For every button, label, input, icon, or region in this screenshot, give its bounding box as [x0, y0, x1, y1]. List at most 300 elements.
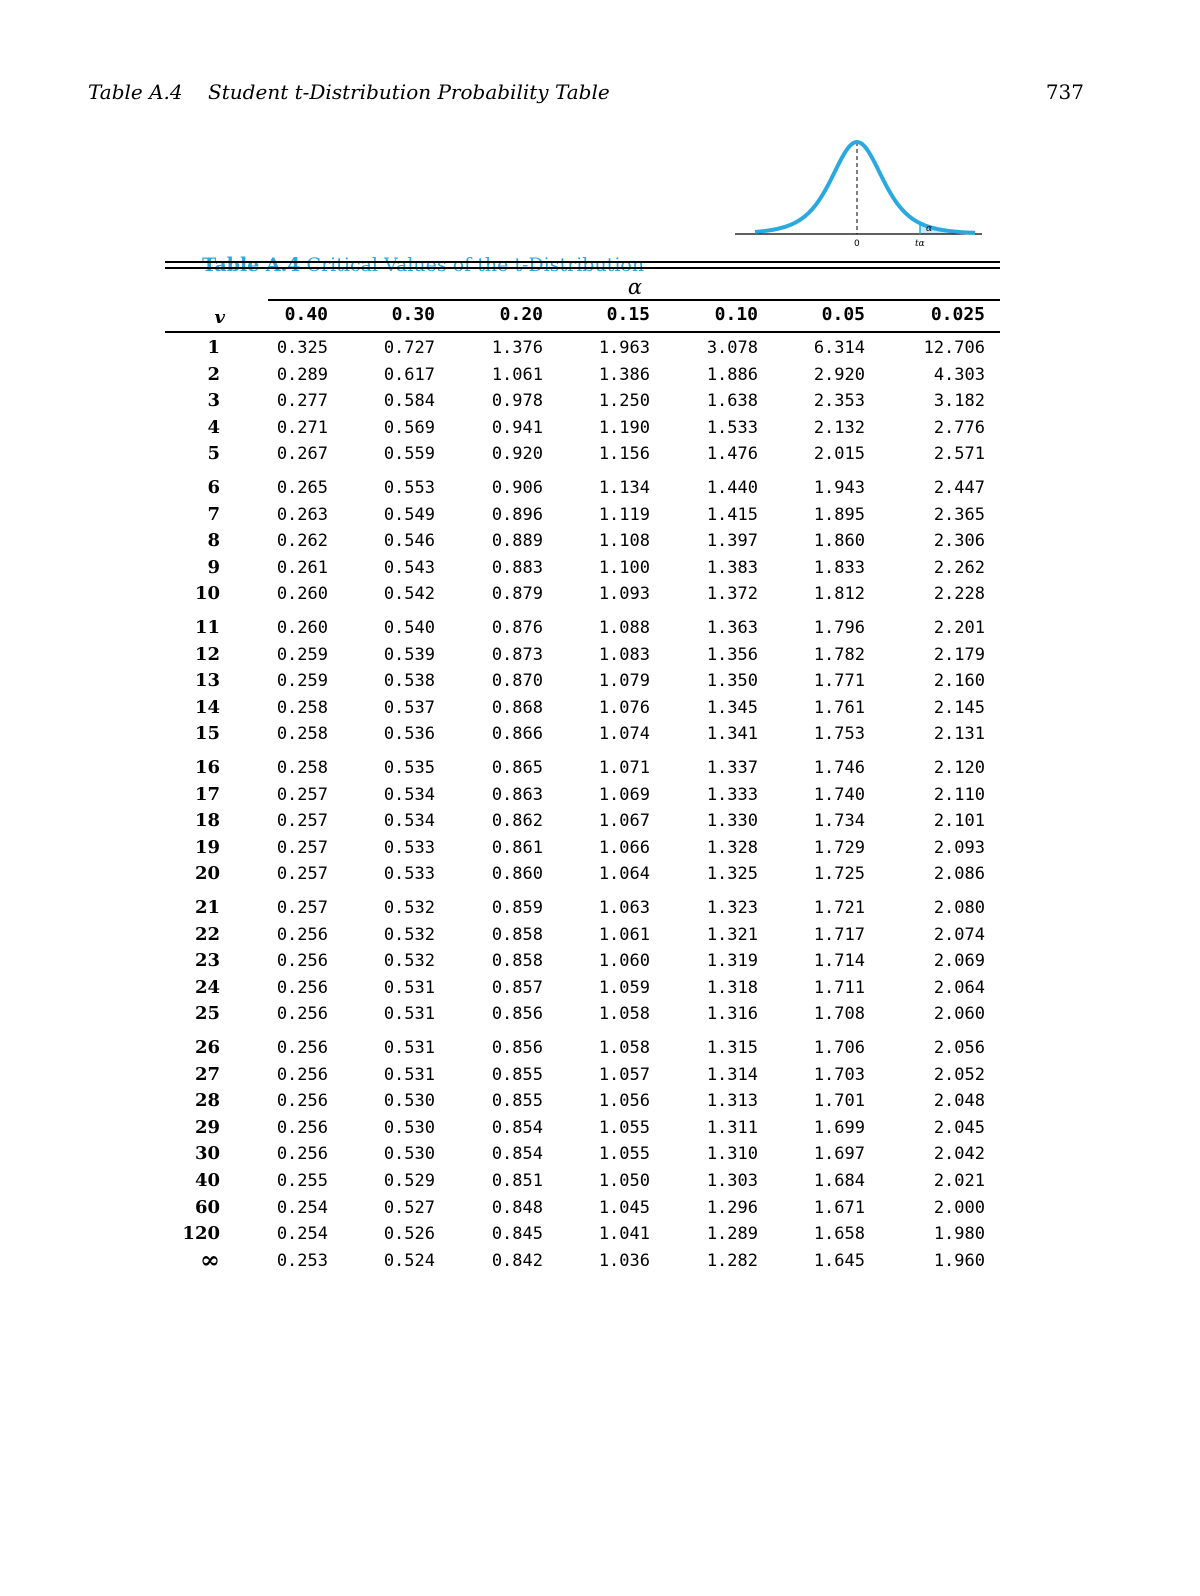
table-cell: 1.330	[706, 811, 758, 832]
table-cell: 0.531	[383, 1064, 435, 1085]
table-cell: 0.549	[383, 504, 435, 525]
table-cell: 1.658	[813, 1224, 865, 1245]
table-cell: 1.071	[598, 758, 650, 778]
table-cell: 1.060	[598, 951, 650, 972]
table-cell: 1.701	[813, 1091, 865, 1112]
table-cell: 1.363	[706, 618, 758, 638]
table-cell: 1.860	[813, 531, 865, 552]
table-cell: 1.063	[598, 898, 650, 918]
table-cell: 2.042	[933, 1144, 985, 1165]
table-cell: 6.314	[813, 338, 865, 358]
table-cell: 1.083	[598, 644, 650, 665]
table-cell: 2.306	[933, 531, 985, 552]
row-df-label: 16	[194, 757, 220, 778]
table-cell: 3.182	[933, 391, 985, 412]
table-cell: 1.289	[706, 1224, 758, 1245]
table-cell: 0.906	[491, 478, 543, 498]
row-df-label: 25	[194, 1003, 220, 1025]
table-row	[165, 337, 1000, 363]
table-cell: 0.920	[491, 444, 543, 465]
table-cell: 0.255	[276, 1171, 328, 1191]
table-row	[165, 1223, 1000, 1249]
table-cell: 1.740	[813, 784, 865, 805]
table-cell: 1.119	[598, 504, 650, 525]
table-cell: 0.259	[276, 671, 328, 692]
row-df-label: 120	[182, 1223, 220, 1245]
table-row	[165, 784, 1000, 810]
table-cell: 1.061	[598, 924, 650, 945]
table-cell: 2.056	[933, 1038, 985, 1058]
table-cell: 2.262	[933, 557, 985, 578]
table-cell: 12.706	[923, 338, 985, 358]
alpha-rule	[268, 299, 1000, 301]
table-cell: 0.532	[383, 924, 435, 945]
table-cell: 0.861	[491, 837, 543, 858]
table-cell: 1.753	[813, 724, 865, 745]
table-cell: 0.532	[383, 951, 435, 972]
table-cell: 0.860	[491, 864, 543, 885]
running-head-title: Table A.4 Student t-Distribution Probability Table	[88, 80, 610, 104]
table-cell: 2.131	[933, 724, 985, 745]
table-cell: 0.866	[491, 724, 543, 745]
table-cell: 2.101	[933, 811, 985, 832]
table-row	[165, 477, 1000, 503]
table-cell: 2.353	[813, 391, 865, 412]
table-cell: 2.045	[933, 1117, 985, 1138]
table-cell: 1.079	[598, 671, 650, 692]
table-cell: 1.960	[933, 1250, 985, 1271]
table-cell: 0.855	[491, 1064, 543, 1085]
table-cell: 1.706	[813, 1038, 865, 1058]
table-cell: 2.447	[933, 478, 985, 498]
table-cell: 1.476	[706, 444, 758, 465]
table-cell: 1.533	[706, 417, 758, 438]
row-df-label: 60	[194, 1196, 220, 1218]
table-cell: 1.059	[598, 977, 650, 998]
top-rule-2	[165, 267, 1000, 269]
table-cell: 1.350	[706, 671, 758, 692]
table-cell: 0.531	[383, 1004, 435, 1025]
table-cell: 0.260	[276, 584, 328, 605]
table-row	[165, 837, 1000, 863]
table-row	[165, 1003, 1000, 1029]
table-cell: 0.258	[276, 697, 328, 718]
table-cell: 0.868	[491, 697, 543, 718]
table-cell: 1.638	[706, 391, 758, 412]
header-rule	[165, 331, 1000, 333]
table-cell: 0.553	[383, 478, 435, 498]
column-header: 0.15	[606, 304, 650, 325]
table-cell: 0.325	[276, 338, 328, 358]
table-cell: 2.120	[933, 758, 985, 778]
table-cell: 1.980	[933, 1224, 985, 1245]
table-cell: 1.067	[598, 811, 650, 832]
table-row	[165, 443, 1000, 469]
caption-label: Table A.4	[202, 254, 301, 276]
table-cell: 1.315	[706, 1038, 758, 1058]
row-df-label: 7	[207, 503, 220, 525]
table-cell: 0.941	[491, 417, 543, 438]
table-cell: 1.061	[491, 364, 543, 385]
table-cell: 0.851	[491, 1171, 543, 1191]
table-cell: 1.134	[598, 478, 650, 498]
table-cell: 0.254	[276, 1197, 328, 1218]
table-row	[165, 950, 1000, 976]
table-cell: 1.250	[598, 391, 650, 412]
table-cell: 0.537	[383, 697, 435, 718]
table-cell: 1.056	[598, 1091, 650, 1112]
table-cell: 1.383	[706, 557, 758, 578]
table-cell: 0.256	[276, 1064, 328, 1085]
table-cell: 2.052	[933, 1064, 985, 1085]
table-cell: 0.531	[383, 977, 435, 998]
table-cell: 1.717	[813, 924, 865, 945]
row-df-label: 15	[194, 723, 220, 745]
table-cell: 1.325	[706, 864, 758, 885]
table-cell: 0.865	[491, 758, 543, 778]
table-cell: 1.093	[598, 584, 650, 605]
table-cell: 0.862	[491, 811, 543, 832]
table-cell: 0.271	[276, 417, 328, 438]
alpha-header: α	[627, 275, 643, 299]
table-cell: 1.088	[598, 618, 650, 638]
row-df-label: 18	[194, 810, 220, 832]
table-cell: 1.356	[706, 644, 758, 665]
table-cell: 0.530	[383, 1144, 435, 1165]
table-cell: 0.260	[276, 618, 328, 638]
table-cell: 1.311	[706, 1117, 758, 1138]
column-header: 0.20	[499, 304, 543, 325]
table-cell: 1.415	[706, 504, 758, 525]
table-cell: 1.341	[706, 724, 758, 745]
table-cell: 0.856	[491, 1038, 543, 1058]
table-cell: 1.963	[598, 338, 650, 358]
table-row	[165, 697, 1000, 723]
row-df-label: 14	[194, 696, 220, 718]
row-df-label: 21	[194, 897, 220, 918]
table-cell: 1.045	[598, 1197, 650, 1218]
table-cell: 1.761	[813, 697, 865, 718]
table-cell: 0.532	[383, 898, 435, 918]
density-curve	[755, 142, 975, 233]
table-cell: 2.179	[933, 644, 985, 665]
row-df-label: 26	[194, 1037, 220, 1058]
table-cell: 2.060	[933, 1004, 985, 1025]
table-cell: 2.086	[933, 864, 985, 885]
table-cell: 2.021	[933, 1171, 985, 1191]
t-distribution-curve-figure	[730, 130, 985, 255]
table-cell: 1.721	[813, 898, 865, 918]
table-cell: 0.854	[491, 1144, 543, 1165]
table-cell: 2.571	[933, 444, 985, 465]
table-cell: 0.546	[383, 531, 435, 552]
row-df-label: ∞	[200, 1244, 220, 1274]
caption-text: Critical Values of the t-Distribution	[300, 254, 645, 276]
table-cell: 1.058	[598, 1038, 650, 1058]
table-cell: 1.303	[706, 1171, 758, 1191]
column-header: 0.10	[714, 304, 758, 325]
table-cell: 0.889	[491, 531, 543, 552]
table-cell: 1.041	[598, 1224, 650, 1245]
table-cell: 1.055	[598, 1117, 650, 1138]
table-cell: 1.386	[598, 364, 650, 385]
table-cell: 0.256	[276, 977, 328, 998]
table-cell: 0.858	[491, 951, 543, 972]
table-cell: 0.277	[276, 391, 328, 412]
table-cell: 1.313	[706, 1091, 758, 1112]
table-cell: 0.265	[276, 478, 328, 498]
row-df-label: 10	[194, 583, 220, 605]
table-cell: 0.858	[491, 924, 543, 945]
table-cell: 1.190	[598, 417, 650, 438]
table-cell: 2.776	[933, 417, 985, 438]
table-cell: 0.257	[276, 864, 328, 885]
table-cell: 1.771	[813, 671, 865, 692]
table-cell: 0.256	[276, 951, 328, 972]
table-row	[165, 723, 1000, 749]
table-cell: 1.725	[813, 864, 865, 885]
table-cell: 0.259	[276, 644, 328, 665]
table-cell: 0.540	[383, 618, 435, 638]
row-df-label: 30	[194, 1143, 220, 1165]
table-cell: 0.256	[276, 1117, 328, 1138]
table-cell: 1.074	[598, 724, 650, 745]
table-row	[165, 757, 1000, 783]
table-row	[165, 1037, 1000, 1063]
table-cell: 0.526	[383, 1224, 435, 1245]
table-cell: 0.257	[276, 784, 328, 805]
table-cell: 1.734	[813, 811, 865, 832]
table-cell: 1.036	[598, 1250, 650, 1271]
table-row	[165, 617, 1000, 643]
row-df-label: 12	[194, 643, 220, 665]
table-cell: 0.859	[491, 898, 543, 918]
table-row	[165, 530, 1000, 556]
table-cell: 2.074	[933, 924, 985, 945]
table-cell: 0.856	[491, 1004, 543, 1025]
table-cell: 1.714	[813, 951, 865, 972]
table-row	[165, 810, 1000, 836]
table-cell: 1.319	[706, 951, 758, 972]
table-cell: 1.812	[813, 584, 865, 605]
table-cell: 0.542	[383, 584, 435, 605]
table-cell: 0.855	[491, 1091, 543, 1112]
table-cell: 0.256	[276, 1144, 328, 1165]
table-cell: 1.886	[706, 364, 758, 385]
row-df-label: 6	[207, 477, 220, 498]
table-cell: 1.337	[706, 758, 758, 778]
table-cell: 1.318	[706, 977, 758, 998]
table-cell: 0.848	[491, 1197, 543, 1218]
row-df-label: 22	[194, 923, 220, 945]
table-cell: 0.876	[491, 618, 543, 638]
row-df-label: 40	[194, 1170, 220, 1191]
table-cell: 0.529	[383, 1171, 435, 1191]
center-label: 0	[854, 239, 860, 249]
row-df-label: 5	[207, 443, 220, 465]
table-cell: 1.050	[598, 1171, 650, 1191]
table-cell: 1.699	[813, 1117, 865, 1138]
table-cell: 1.156	[598, 444, 650, 465]
table-row	[165, 364, 1000, 390]
column-header: 0.025	[930, 304, 985, 325]
table-row	[165, 897, 1000, 923]
table-cell: 0.267	[276, 444, 328, 465]
table-cell: 2.048	[933, 1091, 985, 1112]
table-cell: 1.314	[706, 1064, 758, 1085]
table-cell: 0.256	[276, 1091, 328, 1112]
table-cell: 2.110	[933, 784, 985, 805]
table-row	[165, 863, 1000, 889]
table-cell: 0.256	[276, 924, 328, 945]
table-cell: 1.321	[706, 924, 758, 945]
row-df-label: 20	[194, 863, 220, 885]
table-cell: 0.533	[383, 864, 435, 885]
table-cell: 0.842	[491, 1250, 543, 1271]
table-cell: 0.258	[276, 724, 328, 745]
table-cell: 0.289	[276, 364, 328, 385]
table-cell: 0.254	[276, 1224, 328, 1245]
table-cell: 1.671	[813, 1197, 865, 1218]
table-cell: 1.108	[598, 531, 650, 552]
table-row	[165, 1090, 1000, 1116]
critical-value-label: tα	[915, 239, 925, 249]
column-header: 0.30	[391, 304, 435, 325]
table-cell: 1.440	[706, 478, 758, 498]
page-number: 737	[1045, 80, 1084, 104]
area-label: α	[926, 224, 933, 234]
table-cell: 1.782	[813, 644, 865, 665]
table-cell: 1.310	[706, 1144, 758, 1165]
row-df-label: 4	[207, 416, 220, 438]
table-cell: 2.015	[813, 444, 865, 465]
table-cell: 0.531	[383, 1038, 435, 1058]
table-cell: 0.883	[491, 557, 543, 578]
table-row	[165, 583, 1000, 609]
table-cell: 0.524	[383, 1250, 435, 1271]
nu-header: v	[214, 307, 225, 328]
table-cell: 0.533	[383, 837, 435, 858]
table-cell: 0.535	[383, 758, 435, 778]
table-cell: 0.263	[276, 504, 328, 525]
table-cell: 2.069	[933, 951, 985, 972]
row-df-label: 29	[194, 1116, 220, 1138]
table-cell: 1.943	[813, 478, 865, 498]
table-cell: 0.257	[276, 898, 328, 918]
table-cell: 1.729	[813, 837, 865, 858]
table-cell: 0.559	[383, 444, 435, 465]
table-row	[165, 557, 1000, 583]
table-cell: 0.257	[276, 811, 328, 832]
table-cell: 1.058	[598, 1004, 650, 1025]
table-cell: 2.093	[933, 837, 985, 858]
row-df-label: 2	[207, 363, 220, 385]
table-cell: 0.727	[383, 338, 435, 358]
table-row	[165, 1244, 1000, 1276]
table-cell: 0.870	[491, 671, 543, 692]
table-cell: 0.539	[383, 644, 435, 665]
table-row	[165, 1117, 1000, 1143]
column-header: 0.40	[284, 304, 328, 325]
table-cell: 1.328	[706, 837, 758, 858]
table-cell: 1.069	[598, 784, 650, 805]
table-cell: 1.708	[813, 1004, 865, 1025]
table-cell: 1.323	[706, 898, 758, 918]
table-row	[165, 1170, 1000, 1196]
table-cell: 2.365	[933, 504, 985, 525]
table-cell: 0.534	[383, 811, 435, 832]
table-cell: 0.854	[491, 1117, 543, 1138]
table-cell: 1.372	[706, 584, 758, 605]
table-cell: 0.857	[491, 977, 543, 998]
table-cell: 0.261	[276, 557, 328, 578]
column-header-row	[165, 304, 1000, 330]
row-df-label: 13	[194, 670, 220, 692]
table-cell: 1.397	[706, 531, 758, 552]
row-df-label: 3	[207, 390, 220, 412]
table-row	[165, 390, 1000, 416]
table-caption	[190, 232, 644, 276]
column-header: 0.05	[821, 304, 865, 325]
table-cell: 1.711	[813, 977, 865, 998]
table-row	[165, 977, 1000, 1003]
table-cell: 0.256	[276, 1004, 328, 1025]
table-cell: 0.536	[383, 724, 435, 745]
table-cell: 2.145	[933, 697, 985, 718]
table-row	[165, 924, 1000, 950]
top-rule-1	[165, 261, 1000, 263]
table-cell: 1.796	[813, 618, 865, 638]
table-cell: 0.863	[491, 784, 543, 805]
table-cell: 0.527	[383, 1197, 435, 1218]
row-df-label: 8	[207, 530, 220, 552]
table-cell: 0.253	[276, 1250, 328, 1271]
table-cell: 1.333	[706, 784, 758, 805]
row-df-label: 9	[207, 556, 220, 578]
table-cell: 0.262	[276, 531, 328, 552]
table-cell: 0.978	[491, 391, 543, 412]
table-row	[165, 417, 1000, 443]
row-df-label: 23	[194, 950, 220, 972]
table-row	[165, 644, 1000, 670]
table-cell: 1.697	[813, 1144, 865, 1165]
row-df-label: 24	[194, 976, 220, 998]
table-cell: 0.530	[383, 1117, 435, 1138]
row-df-label: 27	[194, 1063, 220, 1085]
table-cell: 4.303	[933, 364, 985, 385]
table-cell: 1.746	[813, 758, 865, 778]
table-cell: 1.833	[813, 557, 865, 578]
table-cell: 1.703	[813, 1064, 865, 1085]
table-cell: 2.228	[933, 584, 985, 605]
row-df-label: 11	[194, 617, 220, 638]
table-cell: 3.078	[706, 338, 758, 358]
table-row	[165, 1197, 1000, 1223]
table-cell: 1.376	[491, 338, 543, 358]
table-cell: 0.584	[383, 391, 435, 412]
table-cell: 0.257	[276, 837, 328, 858]
table-cell: 0.896	[491, 504, 543, 525]
table-cell: 0.845	[491, 1224, 543, 1245]
table-row	[165, 504, 1000, 530]
row-df-label: 17	[194, 783, 220, 805]
table-cell: 1.895	[813, 504, 865, 525]
table-cell: 0.617	[383, 364, 435, 385]
table-cell: 0.258	[276, 758, 328, 778]
table-cell: 1.100	[598, 557, 650, 578]
row-df-label: 1	[207, 337, 220, 358]
table-cell: 1.345	[706, 697, 758, 718]
